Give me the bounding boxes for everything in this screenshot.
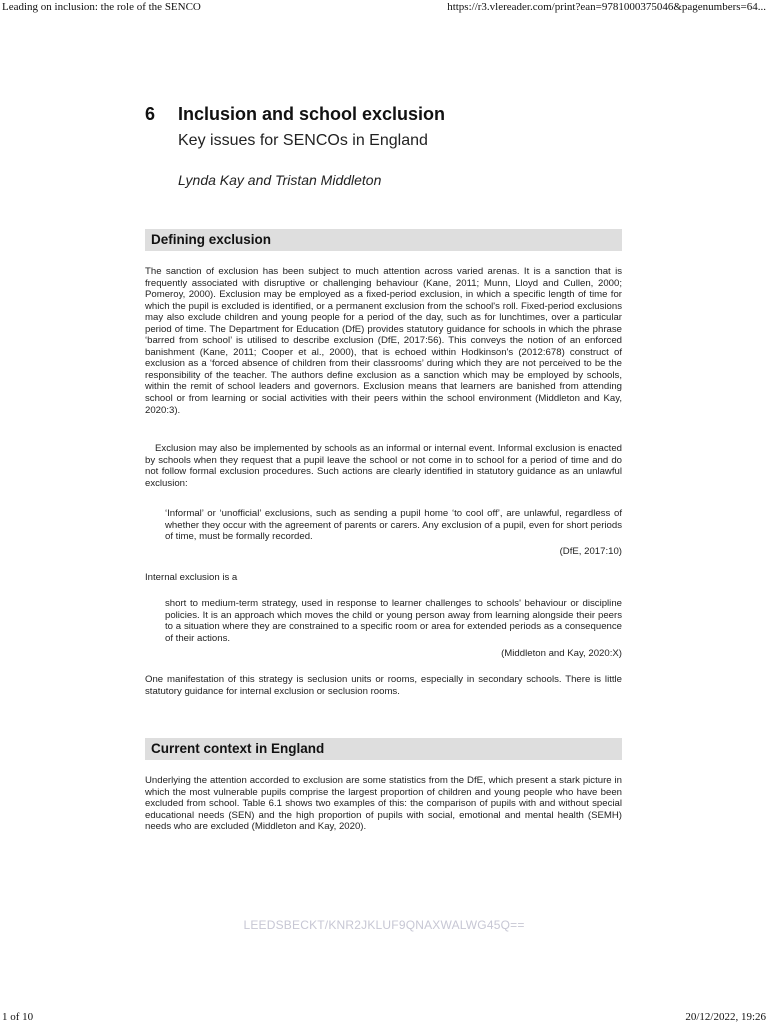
block-quote: ‘Informal’ or ‘unofficial’ exclusions, such as sending a pupil home ‘to cool off’, are unlawful, regardless of whether they occur with the agreement of parents or carers. Any exclusion of a pupil, even for short periods of time, must be formally recorded.	[165, 508, 622, 543]
page-counter: 1 of 10	[2, 1011, 34, 1023]
body-paragraph: Internal exclusion is a	[145, 572, 238, 583]
section-heading-text: Current context in England	[151, 741, 325, 756]
quote-citation: (Middleton and Kay, 2020:X)	[501, 648, 622, 659]
chapter-title: Inclusion and school exclusion	[178, 104, 446, 124]
body-paragraph: One manifestation of this strategy is seclusion units or rooms, especially in secondary schools. There is little statutory guidance for internal exclusion or seclusion rooms.	[145, 674, 622, 697]
print-header	[0, 0, 768, 16]
body-paragraph: Exclusion may also be implemented by schools as an informal or internal event. Informal exclusion is enacted by schools when they request that a pupil leave the school or not come in to school for a period of time and do not follow formal exclusion procedures. Such actions are clearly identified in statutory guidance as an unlawful exclusion:	[145, 443, 622, 489]
chapter-number: 6	[145, 104, 156, 124]
chapter-subtitle: Key issues for SENCOs in England	[178, 132, 428, 149]
body-paragraph: Underlying the attention accorded to exclusion are some statistics from the DfE, which present a stark picture in which the most vulnerable pupils comprise the largest proportion of children and young people who have been excluded from school. Table 6.1 shows two examples of this: the comparison of pupils with and without special educational needs (SEN) and the high proportion of pupils with social, emotional and mental health (SEMH) needs who are excluded (Middleton and Kay, 2020).	[145, 775, 622, 833]
body-paragraph: The sanction of exclusion has been subject to much attention across varied arenas. It is a sanction that is frequently associated with disruptive or challenging behaviour (Kane, 2011; Munn, Lloyd and Cullen, 2000; Pomeroy, 2000). Exclusion may be employed as a fixed-period exclusion, in which a specific length of time for which the pupil is excluded is identified, or a permanent exclusion from the school's roll. Fixed-period exclusions may also exclude children and young people for a period of the day, such as for lunchtimes, over a particular period of time. The Department for Education (DfE) provides statutory guidance for schools in which the phrase ‘barred from school’ is utilised to describe exclusion (DfE, 2017:56). This conveys the notion of an enforced banishment (Kane, 2011; Cooper et al., 2000), that is echoed within Hodkinson's (2012:678) construct of exclusion as a ‘forced absence of children from their classrooms’ during which they are not perceived to be the responsibility of the teacher. The authors define exclusion as a sanction which may be employed by schools, within the remit of school leaders and governors. Exclusion means that learners are banished from attending school or from learning or social activities with their peers within the school environment (Middleton and Kay, 2020:3).	[145, 266, 622, 416]
watermark-text: LEEDSBECKT/KNR2JKLUF9QNAXWALWG45Q==	[243, 918, 525, 932]
section-heading-defining-exclusion	[145, 229, 622, 251]
quote-citation: (DfE, 2017:10)	[559, 546, 622, 557]
section-heading-current-context	[145, 738, 622, 760]
print-header-url: https://r3.vlereader.com/print?ean=9781000375046&pagenumbers=64...	[447, 1, 766, 13]
section-heading-text: Defining exclusion	[151, 232, 272, 247]
print-header-title: Leading on inclusion: the role of the SENCO	[2, 1, 201, 13]
print-datetime: 20/12/2022, 19:26	[685, 1011, 766, 1023]
block-quote: short to medium-term strategy, used in response to learner challenges to schools' behaviour or discipline policies. It is an approach which moves the child or young person away from learning alongside their peers to a situation where they are constrained to a specific room or area for extended periods as a consequence of their actions.	[165, 598, 622, 644]
chapter-authors: Lynda Kay and Tristan Middleton	[178, 172, 382, 188]
